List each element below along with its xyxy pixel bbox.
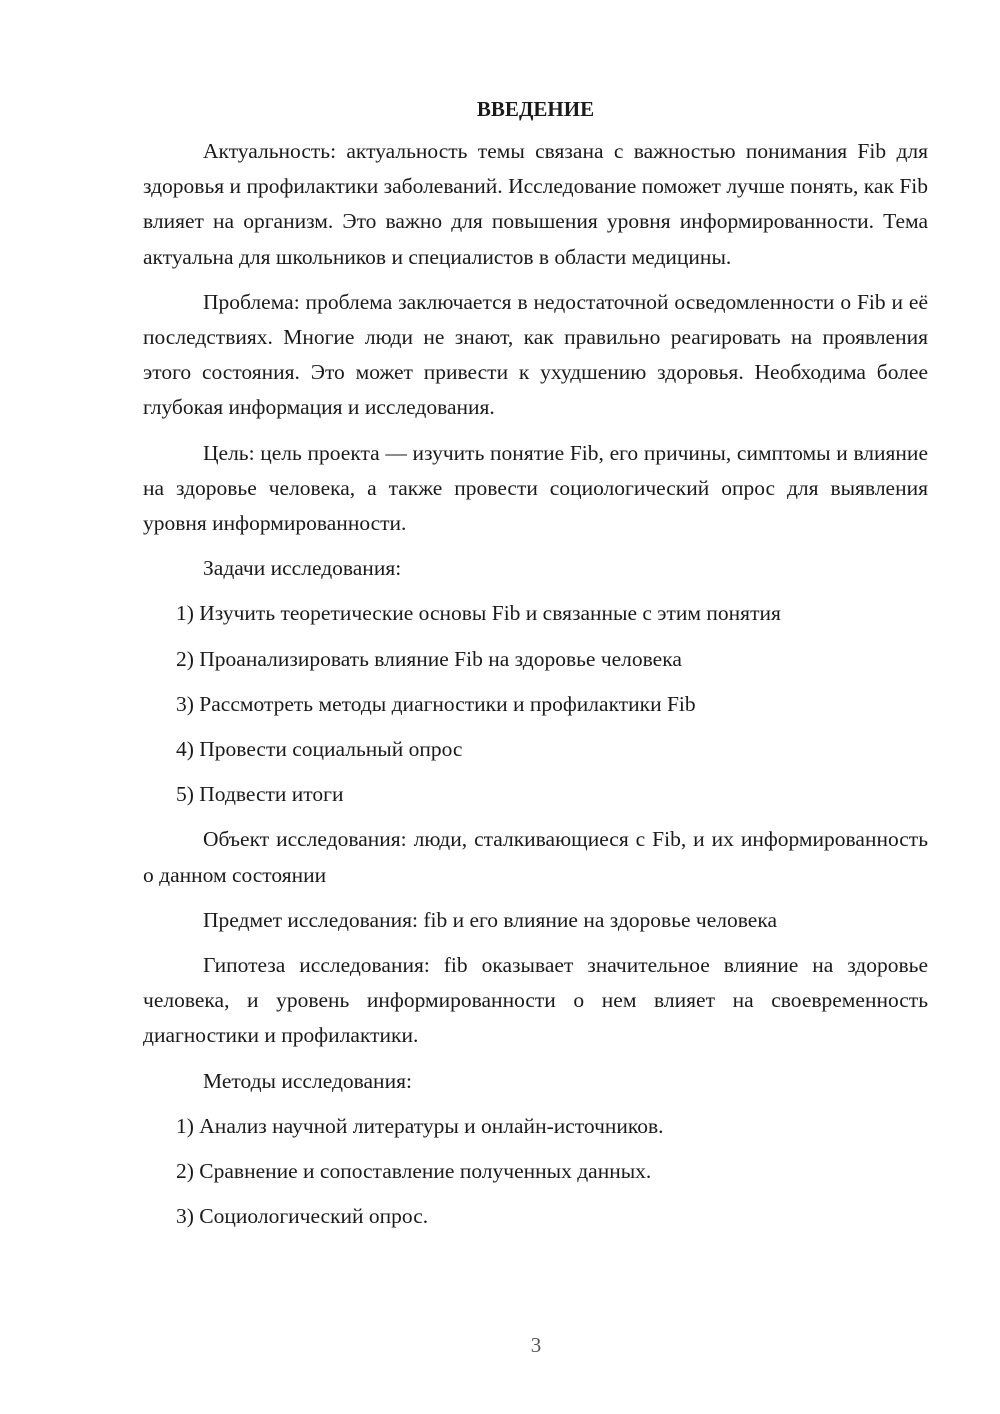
goal-paragraph: Цель: цель проекта — изучить понятие Fib, его причины, симптомы и влияние на здоровье человека, а также провести социологический опрос для выявления уровня информированности. bbox=[143, 440, 928, 536]
task-item: 4) Провести социальный опрос bbox=[176, 737, 463, 762]
method-item: 3) Социологический опрос. bbox=[176, 1204, 429, 1229]
subject-paragraph: Предмет исследования: fib и его влияние на здоровье человека bbox=[203, 907, 777, 932]
relevance-paragraph: Актуальность: актуальность темы связана с важностью понимания Fib для здоровья и профилактики заболеваний. Исследование поможет лучше понять, как Fib влияет на организм. Это важно для повышения уровня информированности. Тема актуальна для школьников и специалистов в области медицины. bbox=[143, 139, 928, 269]
object-paragraph: Объект исследования: люди, сталкивающиеся с Fib, и их информированность о данном состоянии bbox=[143, 827, 928, 887]
tasks-list bbox=[143, 596, 928, 812]
methods-list bbox=[143, 1109, 928, 1235]
page-number: 3 bbox=[530, 1333, 542, 1357]
task-item: 5) Подвести итоги bbox=[176, 782, 344, 807]
section-title: ВВЕДЕНИЕ bbox=[476, 97, 595, 121]
method-item: 2) Сравнение и сопоставление полученных данных. bbox=[176, 1159, 652, 1184]
problem-paragraph: Проблема: проблема заключается в недостаточной осведомленности о Fib и её последствиях. Многие люди не знают, как правильно реагировать на проявления этого состояния. Это может привести к ухудшению здоровья. Необходима более глубокая информация и исследования. bbox=[143, 289, 928, 420]
tasks-heading: Задачи исследования: bbox=[203, 556, 402, 581]
task-item: 3) Рассмотреть методы диагностики и профилактики Fib bbox=[176, 691, 696, 716]
hypothesis-paragraph: Гипотеза исследования: fib оказывает значительное влияние на здоровье человека, и уровень информированности о нем влияет на своевременность диагностики и профилактики. bbox=[143, 953, 928, 1048]
methods-heading: Методы исследования: bbox=[203, 1068, 412, 1093]
task-item: 2) Проанализировать влияние Fib на здоровье человека bbox=[176, 646, 682, 671]
task-item: 1) Изучить теоретические основы Fib и связанные с этим понятия bbox=[176, 601, 781, 626]
document-page bbox=[143, 92, 928, 1244]
method-item: 1) Анализ научной литературы и онлайн-источников. bbox=[176, 1113, 664, 1138]
